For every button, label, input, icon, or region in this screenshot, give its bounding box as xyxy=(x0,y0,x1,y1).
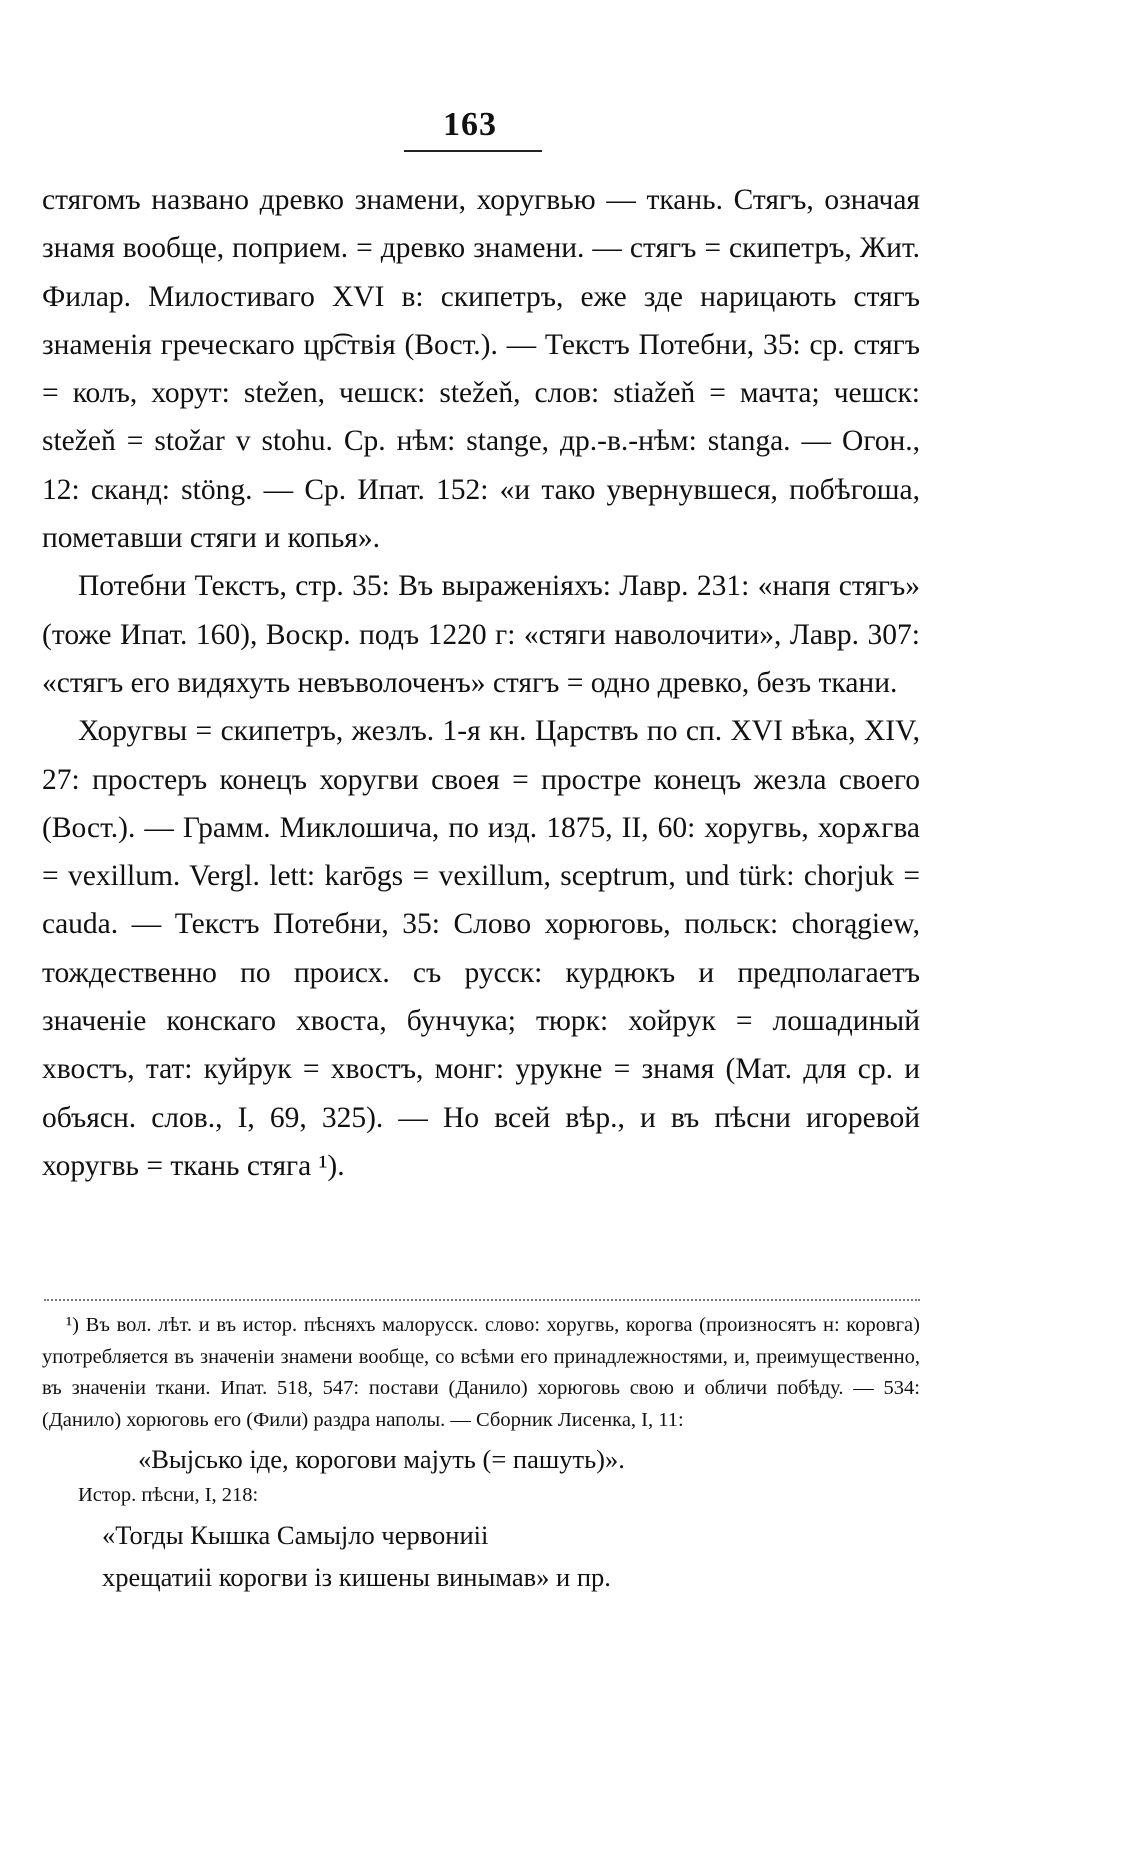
page-number: 163 xyxy=(443,106,497,143)
paragraph-stiag: стягомъ названо древко знамени, хоругвью — ткань. Стягъ, означая знамя вообще, поприем. = древко знамени. — стягъ = скипетръ, Жит. Филар. Милостиваго XVI в: скипетръ, еже зде нарицають стягъ знаменія греческаго цр͡ствія (Вост.). — Текстъ Потебни, 35: ср. стягъ = колъ, хорут: stežen, чешск: stežeň, слов: stiažeň = мачта; чешск: stežeň = stožar v stohu. Ср. нѣм: stange, др.-в.-нѣм: stanga. — Огон., 12: сканд: stöng. — Ср. Ипат. 152: «и тако увернувшеся, побѣгоша, пометавши стяги и копья». xyxy=(42,184,920,555)
paragraph-khorugvy: Хоругвы = скипетръ, жезлъ. 1-я кн. Царствъ по сп. XVI вѣка, XIV, 27: простеръ конецъ хоругви своея = простре конецъ жезла своего (Вост.). — Грамм. Миклошича, по изд. 1875, II, 60: хоругвь, хорѫгва = vexillum. Vergl. lett: karōgs = vexillum, sceptrum, und türk: chorjuk = cauda. — Текстъ Потебни, 35: Слово хорюговь, польск: chorągiew, тождественно по происх. съ русск: курдюкъ и предполагаетъ значеніе конскаго хвоста, бунчука; тюрк: хойрук = лошадиный хвостъ, тат: куйрук = хвостъ, монг: урукне = знамя (Мат. для ср. и объясн. слов., I, 69, 325). — Но всей вѣр., и въ пѣсни игоревой хоругвь = ткань стяга ¹). xyxy=(42,715,920,1182)
footnote-quote-3: хрещатиіі корогви із кишены винымав» и пр. xyxy=(102,1561,611,1592)
footnote-text: ¹) Въ вол. лѣт. и въ истор. пѣсняхъ малорусск. слово: хоругвь, корогва (произносятъ н: коровга) употребляется въ значеніи знамени вообще, со всѣми его принадлежностями, и, преимущественно, въ значеніи ткани. Ипат. 518, 547: постави (Данило) хорюговь свою и обличи побѣду. — 534: (Данило) хорюговь его (Фили) раздра наполы. — Сборник Лисенка, I, 11: xyxy=(42,1314,920,1431)
footnote-source: Истор. пѣсни, I, 218: xyxy=(78,1484,259,1506)
footnote xyxy=(42,1310,920,1598)
page-number-rule xyxy=(404,150,542,152)
footnote-quote-2: «Тогды Кышка Самыјло червониіі xyxy=(102,1519,489,1550)
footnote-divider xyxy=(44,1299,920,1301)
paragraph-potebni: Потебни Текстъ, стр. 35: Въ выраженіяхъ: Лавр. 231: «напя стягъ» (тоже Ипат. 160), Воскр. подъ 1220 г: «стяги наволочити», Лавр. 307: «стягъ его видяхуть невъволоченъ» стягъ = одно древко, безъ ткани. xyxy=(42,570,920,699)
footnote-quote-1: «Выјсько іде, корогови мајуть (= пашуть)». xyxy=(138,1444,625,1474)
main-text xyxy=(42,176,920,1190)
